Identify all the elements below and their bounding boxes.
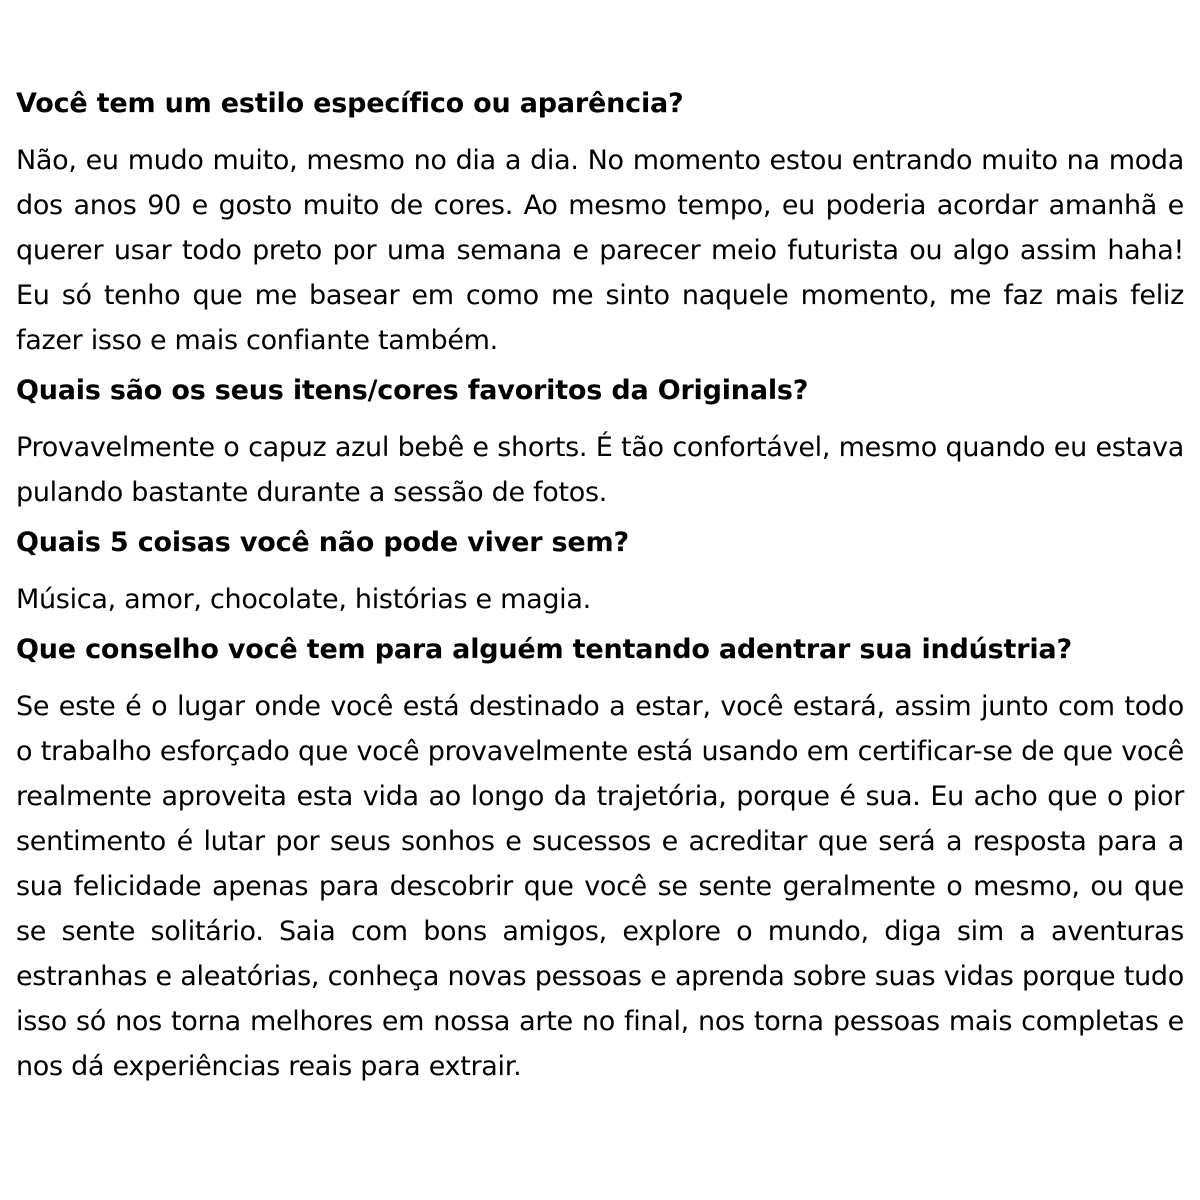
answer-paragraph: Provavelmente o capuz azul bebê e shorts. É tão confortável, mesmo quando eu estava pulando bastante durante a sessão de fotos.: [16, 432, 1184, 508]
answer-paragraph: Não, eu mudo muito, mesmo no dia a dia. No momento estou entrando muito na moda dos anos 90 e gosto muito de cores. Ao mesmo tempo, eu poderia acordar amanhã e querer usar todo preto por uma semana e parecer meio futurista ou algo assim haha! Eu só tenho que me basear em como me sinto naquele momento, me faz mais feliz fazer isso e mais confiante também.: [16, 145, 1184, 356]
qa-section-style: [16, 82, 1184, 363]
answer-paragraph: Se este é o lugar onde você está destinado a estar, você estará, assim junto com todo o trabalho esforçado que você provavelmente está usando em certificar-se de que você realmente aproveita esta vida ao longo da trajetória, porque é sua. Eu acho que o pior sentimento é lutar por seus sonhos e sucessos e acreditar que será a resposta para a sua felicidade apenas para descobrir que você se sente geralmente o mesmo, ou que se sente solitário. Saia com bons amigos, explore o mundo, diga sim a aventuras estranhas e aleatórias, conheça novas pessoas e aprenda sobre suas vidas porque tudo isso só nos torna melhores em nossa arte no final, nos torna pessoas mais completas e nos dá experiências reais para extrair.: [16, 691, 1184, 1082]
qa-section-advice: [16, 628, 1184, 1089]
interview-document: [16, 82, 1184, 1095]
answer-paragraph: Música, amor, chocolate, histórias e magia.: [16, 584, 591, 615]
qa-section-five-things: [16, 521, 1184, 622]
question-heading: Que conselho você tem para alguém tentando adentrar sua indústria?: [16, 634, 1072, 665]
question-heading: Quais 5 coisas você não pode viver sem?: [16, 527, 629, 558]
question-heading: Quais são os seus itens/cores favoritos da Originals?: [16, 375, 809, 406]
qa-section-favorites: [16, 369, 1184, 515]
question-heading: Você tem um estilo específico ou aparência?: [16, 88, 684, 119]
